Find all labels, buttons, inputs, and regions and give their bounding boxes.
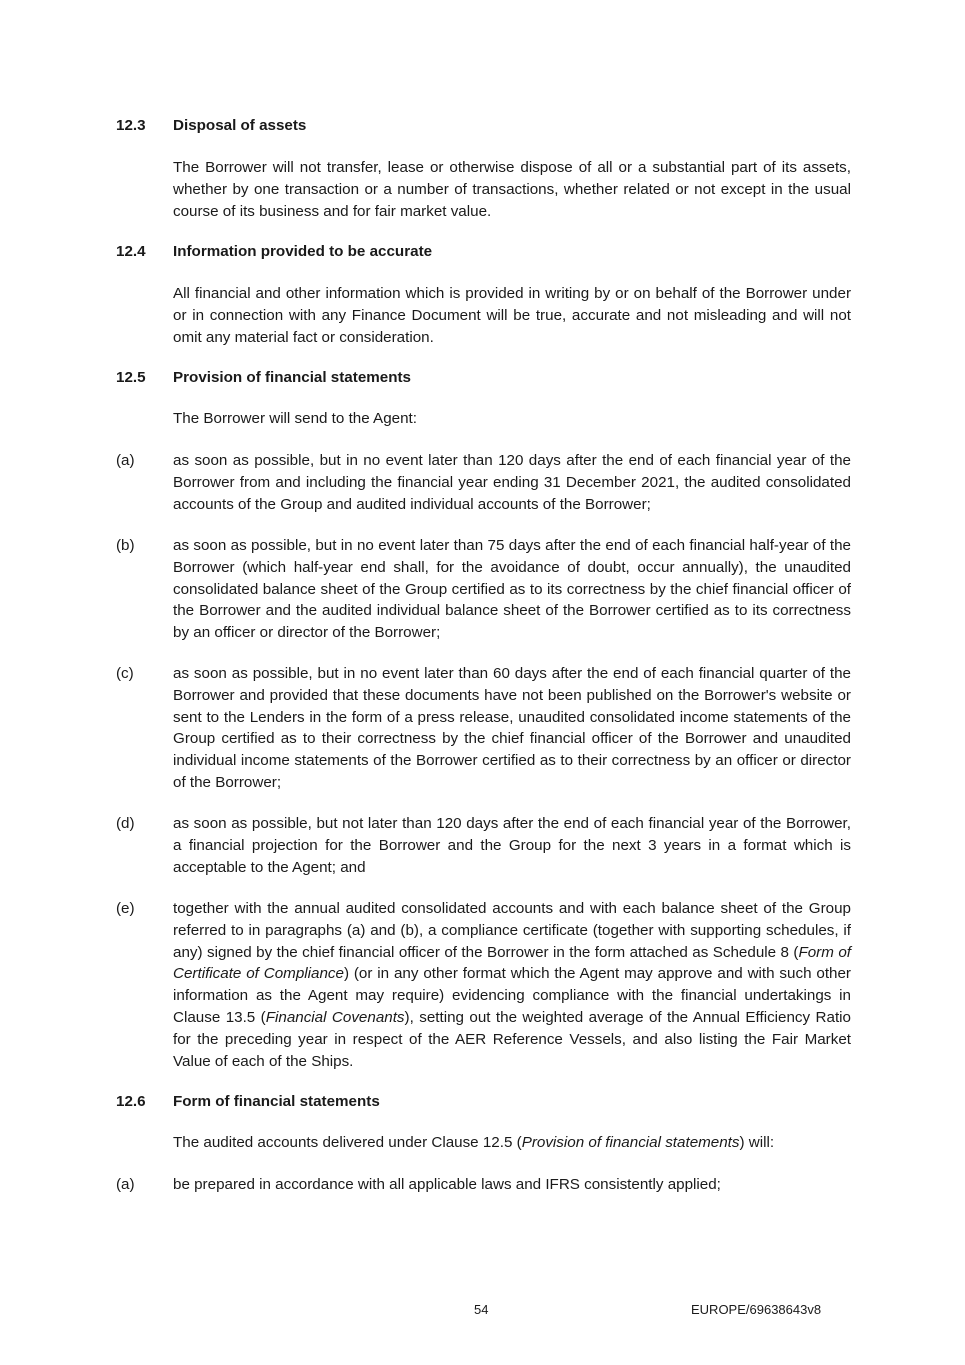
text-run: The audited accounts delivered under Clause 12.5 ( (173, 1134, 522, 1151)
text-run: ) (or in any other format which the Agent may approve and with such other information as the Agent may require) evidencing compliance with the financial undertakings in Clause 13.5 ( (173, 965, 851, 1026)
italic-cross-reference: Form of Certificate of Compliance (173, 943, 851, 983)
clause-body-12-3: The Borrower will not transfer, lease or otherwise dispose of all or a substantial part of its assets, whether by one transaction or a number of transactions, whether related or not except in the usual course of its business and for fair market value. (173, 159, 851, 220)
page-number: 54 (474, 1302, 489, 1317)
list-marker: (d) (116, 815, 135, 832)
list-marker: (e) (116, 900, 135, 917)
clause-title: Provision of financial statements (173, 369, 411, 386)
list-item-text: be prepared in accordance with all applicable laws and IFRS consistently applied; (173, 1176, 721, 1193)
list-item-text: as soon as possible, but not later than 120 days after the end of each financial year of the Borrower, a financial projection for the Borrower and the Group for the next 3 years in a format which is acceptable to the Agent; and (173, 815, 851, 876)
text-run: together with the annual audited consolidated accounts and with each balance sheet of the Group referred to in paragraphs (a) and (b), a compliance certificate (together with supporting schedules, if any) signed by the chief financial officer of the Borrower in the form attached as Schedule 8 ( (173, 900, 851, 961)
text-run: ) will: (739, 1134, 775, 1151)
clause-intro-12-5: The Borrower will send to the Agent: (173, 410, 417, 427)
clause-number: 12.4 (116, 243, 146, 260)
clause-number: 12.6 (116, 1093, 146, 1110)
list-marker: (c) (116, 665, 134, 682)
clause-body-12-4: All financial and other information which is provided in writing by or on behalf of the Borrower under or in connection with any Finance Document will be true, accurate and not misleading and will not omit any material fact or consideration. (173, 285, 851, 346)
clause-heading-12-5 (116, 367, 856, 389)
clause-intro-12-6 (173, 1132, 851, 1154)
document-reference: EUROPE/69638643v8 (691, 1302, 822, 1317)
clause-heading-12-4 (116, 241, 856, 263)
clause-number: 12.5 (116, 369, 146, 386)
list-item-text: as soon as possible, but in no event later than 75 days after the end of each financial half-year of the Borrower (which half-year end shall, for the avoidance of doubt, occur annually), the unaudited consolidated balance sheet of the Group certified as to its correctness by the chief financial officer of the Borrower and the audited individual balance sheet of the Borrower certified as to its correctness by an officer or director of the Borrower; (173, 537, 851, 642)
list-marker: (a) (116, 452, 135, 469)
clause-heading-12-6 (116, 1091, 856, 1113)
clause-number: 12.3 (116, 117, 146, 134)
list-marker: (b) (116, 537, 135, 554)
clause-heading-12-3 (116, 115, 856, 137)
clause-title: Disposal of assets (173, 117, 307, 134)
clause-title: Information provided to be accurate (173, 243, 433, 260)
list-item-text: as soon as possible, but in no event later than 60 days after the end of each financial quarter of the Borrower and provided that these documents have not been published on the Borrower's website or sent to the Lenders in the form of a press release, unaudited consolidated income statements of the Group certified as to their correctness by the chief financial officer of the Borrower and unaudited individual income statements of the Borrower certified as to their correctness by an officer or director of the Borrower; (173, 665, 851, 791)
italic-cross-reference: Provision of financial statements (521, 1134, 740, 1151)
italic-cross-reference: Financial Covenants (265, 1008, 405, 1026)
list-item-text: as soon as possible, but in no event later than 120 days after the end of each financial year of the Borrower from and including the financial year ending 31 December 2021, the audited consolidated accounts of the Group and audited individual accounts of the Borrower; (173, 452, 851, 513)
list-marker: (a) (116, 1176, 135, 1193)
clause-title: Form of financial statements (173, 1093, 380, 1110)
text-run: ), setting out the weighted average of the Annual Efficiency Ratio for the preceding year in respect of the AER Reference Vessels, and also listing the Fair Market Value of each of the Ships. (173, 1008, 851, 1070)
list-item-text (173, 898, 851, 1072)
